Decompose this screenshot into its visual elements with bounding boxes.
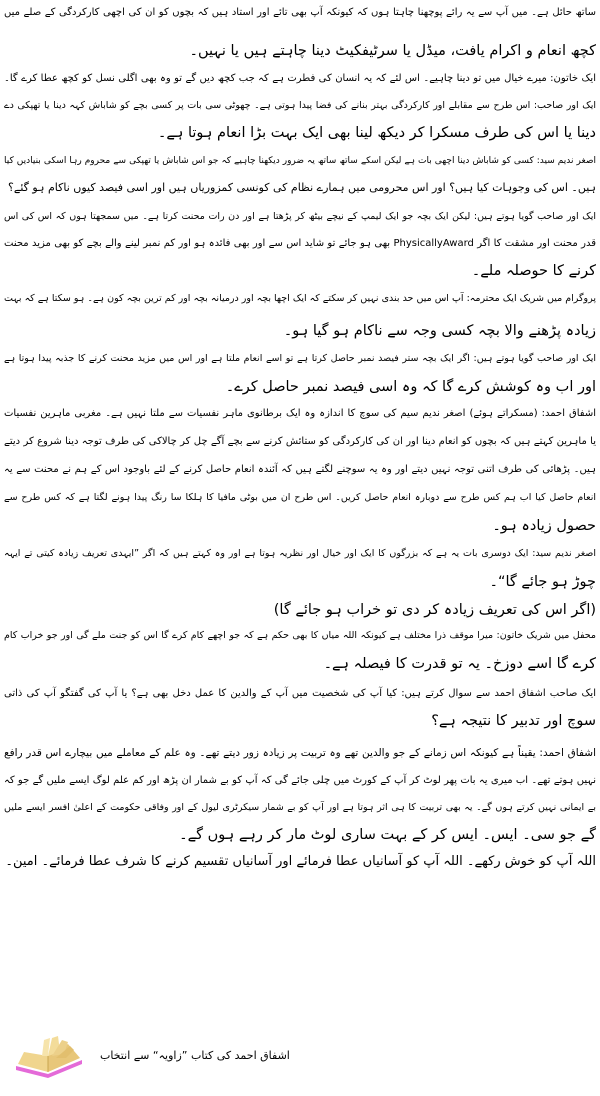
article-line: ایک اور صاحب: اس طرح سے مقابلے اور کارکردگی بہتر بنانے کی فضا پیدا ہوتی ہے۔ چھوٹی سی بات پر کسی بچے کو شاباش کہہ دینا یا تھپکی دے bbox=[4, 100, 596, 111]
article-line: اصغر ندیم سید: ایک دوسری بات یہ ہے کہ بزرگوں کا ایک اور خیال اور نظریہ ہوتا ہے اور وہ کہتے ہیں کہ اگر ”ایہدی تعریف زیادہ کیتی تے ایہہ bbox=[4, 548, 596, 559]
article-line: بے ایمانی نہیں کرتے ہوں گے۔ یہ بھی تربیت کا ہی اثر ہوتا ہے اور آپ کو بے شمار سیکرٹری لیول کے اور وفاقی حکومت کے اعلیٰ افسر ایسے ملیں bbox=[4, 802, 596, 813]
article-line: ساتھ حائل ہے۔ میں آپ سے یہ رائے پوچھنا چاہتا ہوں کہ کیونکہ آپ بھی تائے اور استاد ہیں کہ بچوں کو ان کی اچھی کارکردگی کے صلے میں bbox=[4, 7, 596, 18]
article-line: چوڑ ہو جائے گا“۔ bbox=[489, 574, 596, 590]
source-footer bbox=[12, 1034, 290, 1078]
article-line: ایک صاحب اشفاق احمد سے سوال کرتے ہیں: کیا آپ کی شخصیت میں آپ کے والدین کا عمل دخل بھی ہے؟ یا آپ کی گفتگو آپ کی ذاتی bbox=[4, 688, 596, 699]
article-line: قدر محنت اور مشقت کا اگر PhysicallyAward بھی ہو جائے تو شاید اس سے اور بھی فائدہ ہو اور کم نمبر لینے والے بچے کو بھی مزید محنت bbox=[4, 238, 596, 249]
article-line: اشفاق احمد: (مسکراتے ہوئے) اصغر ندیم سیم کی سوچ کا اندازہ وہ ایک برطانوی ماہر نفسیات سے ملتا نہیں ہے۔ مغربی ماہرین نفسیات bbox=[4, 408, 596, 419]
article-line: (اگر اس کی تعریف زیادہ کر دی تو خراب ہو جائے گا) bbox=[273, 602, 596, 618]
article-line: سوچ اور تدبیر کا نتیجہ ہے؟ bbox=[431, 713, 596, 729]
article-line: اور اب وہ کوشش کرے گا کہ وہ اسی فیصد نمبر حاصل کرے۔ bbox=[225, 379, 596, 395]
article-line: کرے گا اسے دوزخ۔ یہ تو قدرت کا فیصلہ ہے۔ bbox=[323, 656, 596, 672]
article-line: ایک خاتون: میرے خیال میں تو دینا چاہیے۔ اس لئے کہ یہ انسان کی فطرت ہے کہ جب کچھ دیں گے تو وہ بھی اگلی نسل کو کچھ عطا کرے گا۔ bbox=[4, 73, 596, 84]
article-line: یا ماہرین کہتے ہیں کہ بچوں کو انعام دینا اور ان کی کارکردگی کو ستائش کرنے سے بچے آگے چل کر چالاکی کی طرف توجہ دینا شروع کر دیتے bbox=[4, 436, 596, 447]
article-line: کچھ انعام و اکرام یافت، میڈل یا سرٹیفکیٹ دینا چاہتے ہیں یا نہیں۔ bbox=[189, 43, 596, 59]
article-line: ایک اور صاحب گویا ہوتے ہیں: اگر ایک بچہ ستر فیصد نمبر حاصل کرتا ہے تو اسے انعام ملتا ہے اور اس میں مزید محنت کرنے کا جذبہ پیدا ہوتا ہے bbox=[4, 353, 596, 364]
article-line: حصول زیادہ ہو۔ bbox=[492, 518, 596, 534]
article-line: ہیں۔ پڑھائی کی طرف اتنی توجہ نہیں دیتے اور وہ یہ سوچنے لگتے ہیں کہ آئندہ انعام حاصل کرنے کے لئے باوجود اس کے ہم نے محنت سے یہ bbox=[4, 464, 596, 475]
article-line: اشفاق احمد: یقیناً ہے کیونکہ اس زمانے کے جو والدین تھے وہ تربیت پر زیادہ زور دیتے تھے۔ وہ علم کے معاملے میں بیچارے اس قدر رافع bbox=[4, 747, 596, 759]
article-line: نہیں ہوتے تھے۔ اب میری یہ بات پھر لوٹ کر آپ کے کورٹ میں چلی جائے گی کہ آپ کو بے شمار ان پڑھ اور کم علم لوگ ایسے ملیں گے جو کہ bbox=[4, 775, 596, 786]
article-line: ایک اور صاحب گویا ہوتے ہیں: لیکن ایک بچہ جو ایک لیمپ کے نیچے بیٹھ کر پڑھتا ہے اور دن رات محنت کرتا ہے۔ میں سمجھتا ہوں کہ اس کی اس bbox=[4, 211, 596, 222]
article-line: ہیں۔ اس کی وجوہات کیا ہیں؟ اور اس محرومی میں ہمارے نظام کی کونسی کمزوریاں ہیں اور اسی فیصد کیوں ناکام ہو گئے؟ bbox=[8, 181, 596, 194]
article-line: انعام حاصل کیا اب ہم کس طرح سے دوبارہ انعام حاصل کریں۔ اس طرح ان میں بوٹی مافیا کا ہلکا سا رنگ پیدا ہونے لگتا ہے کہ کس طرح سے bbox=[4, 492, 596, 503]
article-line: محفل میں شریک خاتون: میرا موقف ذرا مختلف ہے کیونکہ اللہ میاں کا بھی حکم ہے کہ جو اچھے کام کرے گا اس کو جنت ملے گی اور جو خراب کام bbox=[4, 630, 596, 641]
article-line: کرنے کا حوصلہ ملے۔ bbox=[471, 263, 596, 279]
article-line: دینا یا اس کی طرف مسکرا کر دیکھ لینا بھی ایک بہت بڑا انعام ہوتا ہے۔ bbox=[157, 125, 596, 141]
article-line: زیادہ پڑھنے والا بچہ کسی وجہ سے ناکام ہو گیا ہو۔ bbox=[283, 323, 596, 339]
source-caption: اشفاق احمد کی کتاب ”زاویہ“ سے انتخاب bbox=[100, 1049, 290, 1062]
article-line: اصغر ندیم سید: کسی کو شاباش دینا اچھی بات ہے لیکن اسکے ساتھ ساتھ یہ ضرور دیکھنا چاہیے کہ جو اس شاباش یا تھپکی سے محروم رہا اسکی بنیادیں کیا bbox=[4, 156, 596, 166]
article-line: اللہ آپ کو خوش رکھے۔ اللہ آپ کو آسانیاں عطا فرمائے اور آسانیاں تقسیم کرنے کا شرف عطا فرمائے۔ امین۔ bbox=[5, 854, 596, 869]
article-line: گے جو سی۔ ایس۔ ایس کر کے بہت ساری لوٹ مار کر رہے ہوں گے۔ bbox=[179, 827, 596, 843]
article-line: پروگرام میں شریک ایک محترمہ: آپ اس میں حد بندی نہیں کر سکتے کہ ایک اچھا بچہ اور درمیانہ بچہ اور کم ترین بچہ کون ہے۔ ہو سکتا ہے کہ بہت bbox=[4, 293, 596, 304]
open-book-icon bbox=[12, 1034, 86, 1078]
